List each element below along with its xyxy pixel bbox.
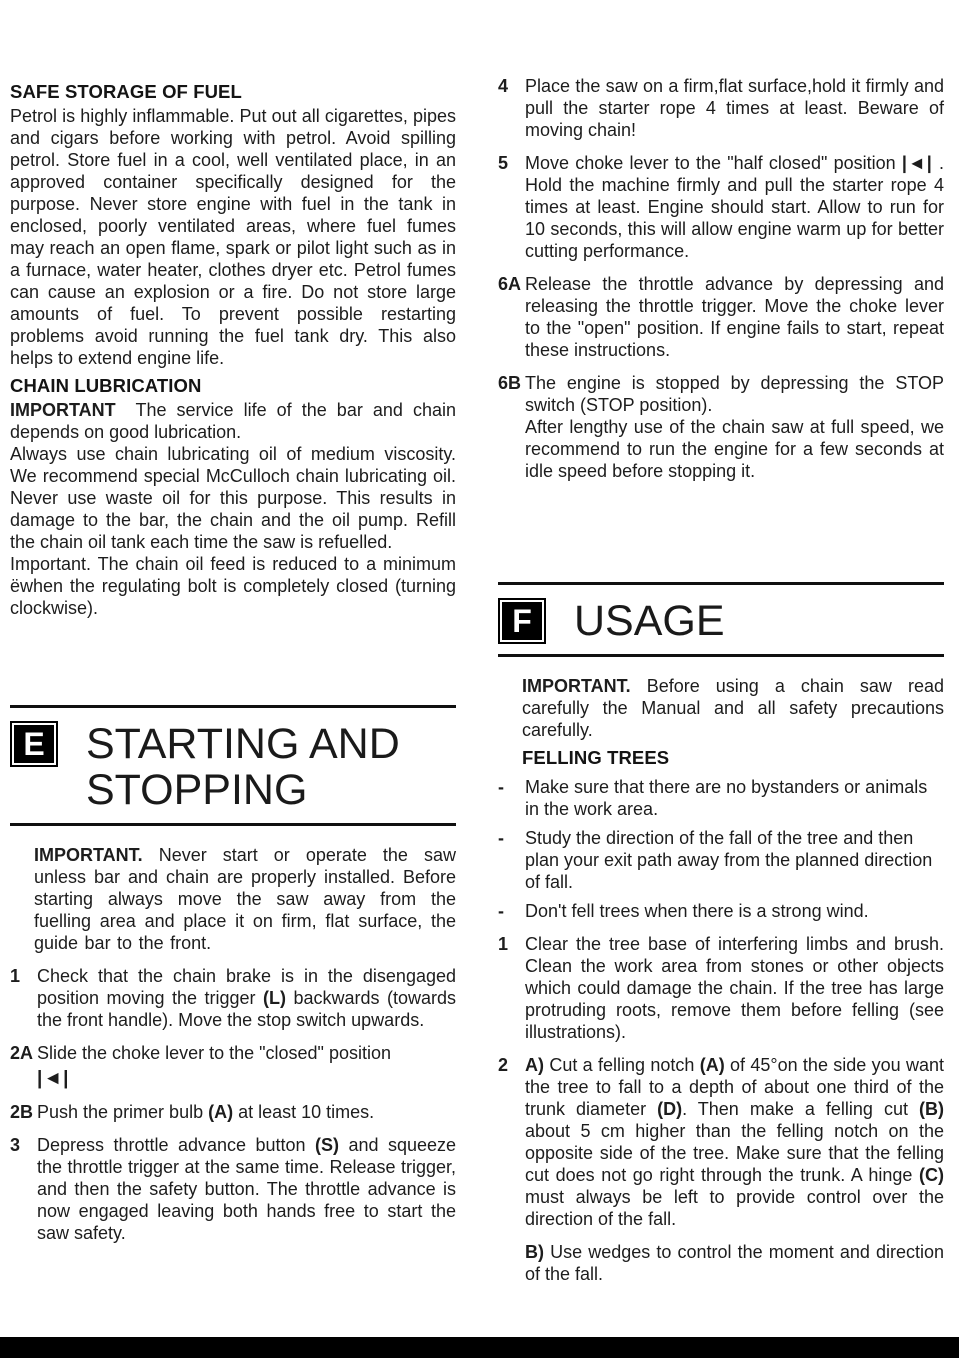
choke-closed-icon: |◄| (37, 1068, 70, 1089)
step-text (37, 1134, 456, 1244)
step-number: 2B (10, 1102, 34, 1122)
step-item-3 (10, 1134, 456, 1244)
text-segment: (B) (919, 1099, 944, 1119)
lubrication-note-paragraph: Important. The chain oil feed is reduced to a minimum ëwhen the regulating bolt is completely closed (turning clockwise). (10, 554, 456, 618)
text-segment: . Then make a felling cut (682, 1099, 919, 1119)
starting-important-paragraph (10, 844, 456, 954)
step-number: 6B (498, 373, 522, 393)
step-item-6a (498, 273, 944, 361)
usage-important-paragraph (498, 675, 944, 741)
text-segment: must always be left to provide control over the direction of the fall. (525, 1187, 944, 1229)
text-segment: IMPORTANT (10, 400, 116, 420)
text-segment: . Hold the machine firmly and pull the starter rope 4 times at least. Engine should start. Allow to run for 10 seconds, this will allow engine warm up for better cutting performance. (525, 153, 944, 261)
step-number: 6A (498, 274, 522, 294)
section-f-title-row (498, 585, 944, 654)
step-item-5 (498, 152, 944, 262)
section-e-title-line2: STOPPING (86, 766, 308, 814)
text-segment: Push the primer bulb (37, 1102, 209, 1122)
horizontal-rule (10, 823, 456, 826)
fuel-storage-heading: SAFE STORAGE OF FUEL (10, 81, 242, 102)
lubrication-paragraph: Always use chain lubricating oil of medium viscosity. We recommend special McCulloch chain lubricating oil. Never use waste oil for this purpose. This results in damage to the bar, the chain and the oil pump. Refill the chain oil tank each time the saw is refuelled. (10, 444, 456, 552)
bullet-body (525, 776, 944, 820)
step-text (525, 152, 944, 262)
step-number: 1 (10, 966, 21, 986)
step-text (525, 1054, 944, 1230)
step-text-continued: After lengthy use of the chain saw at full speed, we recommend to run the engine for a few seconds at idle speed before stopping it. (525, 417, 944, 481)
choke-half-closed-icon: |◄| (901, 153, 933, 173)
text-segment: and squeeze the throttle trigger at the same time. Release trigger, and then the safety button. The throttle advance is now engaged leaving both hands free to start the saw safety. (37, 1135, 457, 1243)
bullet-dash: - (498, 777, 504, 797)
lubrication-important-paragraph (10, 399, 456, 443)
text-segment: of 45°on the side you want the tree to fall to a depth of about one third of the trunk diameter (525, 1055, 944, 1119)
step-body (525, 933, 944, 1043)
step-body (37, 1042, 456, 1090)
text-segment: Before using a chain saw read carefully the Manual and all safety precautions carefully. (522, 676, 944, 740)
felling-bullet-2 (498, 827, 944, 893)
section-e-title-row (10, 708, 456, 823)
section-f-banner (498, 582, 944, 657)
felling-step-2 (498, 1054, 944, 1230)
text-segment: B) (525, 1242, 544, 1262)
text-segment: about 5 cm higher than the felling notch on the opposite side of the tree. Make sure that the felling cut does not go right through the trunk. A hinge (525, 1121, 944, 1185)
text-segment: IMPORTANT. (34, 845, 143, 865)
step-number: 4 (498, 76, 509, 96)
step-number (498, 1241, 525, 1285)
text-segment: A) (525, 1055, 544, 1075)
step-text (37, 1042, 456, 1064)
bullet-dash: - (498, 901, 504, 921)
text-segment: Use wedges to control the moment and direction of the fall. (525, 1242, 944, 1284)
step-number: 3 (10, 1135, 21, 1155)
section-f-title (574, 598, 725, 644)
step-text (525, 75, 944, 141)
text-segment: (A) (208, 1102, 234, 1122)
text-segment: Place the saw on a firm,flat surface,hold it firmly and pull the starter rope 4 times at least. Beware of moving chain! (525, 76, 944, 140)
text-segment: (C) (919, 1165, 944, 1185)
step-number: 5 (498, 153, 509, 173)
text-segment: Move choke lever to the "half closed" position (525, 153, 902, 173)
step-number: 1 (498, 934, 509, 954)
step-text (525, 1241, 944, 1285)
text-segment: (S) (315, 1135, 339, 1155)
bullet-text: Don't fell trees when there is a strong wind. (525, 901, 869, 921)
bullet-body (525, 827, 944, 893)
chain-lubrication-heading: CHAIN LUBRICATION (10, 375, 202, 396)
text-segment: The service life of the bar and chain depends on good lubrication. (10, 400, 456, 442)
text-segment: (L) (263, 988, 286, 1008)
step-item-2b (10, 1101, 456, 1123)
felling-step-1 (498, 933, 944, 1043)
step-body (37, 965, 456, 1031)
step-body (525, 372, 944, 482)
bullet-text: Study the direction of the fall of the tree and then plan your exit path away from the planned direction of fall. (525, 828, 933, 892)
section-e-title-line1: STARTING AND (86, 720, 400, 768)
step-item-6b (498, 372, 944, 482)
fuel-storage-paragraph: Petrol is highly inflammable. Put out all cigarettes, pipes and cigars before working with petrol. Avoid spilling petrol. Store fuel in a cool, well ventilated place, in an approved container specifically designed for the purpose. Never store engine with fuel in the tank in enclosed, poorly ventilated areas, where fuel fumes may reach an open flame, spark or pilot light such as in a furnace, water heater, clothes dryer etc. Petrol fumes can cause an explosion or a fire. Do not store large amounts of fuel. To prevent possible restarting problems avoid running the fuel tank dry. This also helps to extend engine life. (10, 106, 456, 368)
felling-trees-heading: FELLING TREES (522, 747, 670, 768)
text-segment: at least 10 times. (233, 1102, 375, 1122)
section-f-letter-box (498, 598, 546, 644)
step-number: 2A (10, 1043, 34, 1063)
horizontal-rule (498, 654, 944, 657)
step-body (525, 1054, 944, 1230)
text-segment: Slide the choke lever to the "closed" position (37, 1043, 391, 1063)
text-segment: Release the throttle advance by depressing and releasing the throttle trigger. Move the choke lever to the "open" position. If engine fails to start, repeat these instructions. (525, 274, 944, 360)
step-text (37, 1101, 456, 1123)
step-text (525, 273, 944, 361)
section-e-letter: E (23, 725, 45, 762)
text-segment: (A) (699, 1055, 725, 1075)
right-column (498, 75, 944, 1285)
step-text (525, 372, 944, 416)
section-f-letter: F (512, 602, 532, 639)
step-body (525, 1241, 944, 1285)
text-segment: (D) (657, 1099, 683, 1119)
step-text (37, 965, 456, 1031)
felling-bullet-3 (498, 900, 944, 922)
text-segment: Depress throttle advance button (37, 1135, 315, 1155)
step-item-2a (10, 1042, 456, 1090)
section-e-banner (10, 705, 456, 826)
left-column (10, 75, 456, 1285)
scan-edge-bar (0, 1337, 959, 1358)
bullet-text: Make sure that there are no bystanders or animals in the work area. (525, 777, 928, 819)
text-segment: IMPORTANT. (522, 676, 631, 696)
step-body (525, 75, 944, 141)
bullet-body (525, 900, 944, 922)
step-item-4 (498, 75, 944, 141)
section-f-title-text: USAGE (574, 597, 725, 645)
felling-step-2b (498, 1241, 944, 1285)
text-segment: Cut a felling notch (544, 1055, 700, 1075)
step-item-1 (10, 965, 456, 1031)
text-segment: backwards (towards the front handle). Move the stop switch upwards. (37, 988, 456, 1030)
text-segment: Never start or operate the saw unless bar and chain are properly installed. Before starting always move the saw away from the fuelling area and place it on firm, flat surface, the guide bar to the front. (34, 845, 456, 953)
section-e-title (86, 721, 400, 813)
step-body (525, 152, 944, 262)
bullet-dash: - (498, 828, 504, 848)
text-segment: The engine is stopped by depressing the STOP switch (STOP position). (525, 373, 944, 415)
text-segment: Clear the tree base of interfering limbs and brush. Clean the work area from stones or other objects which could damage the chain. If the tree has large protruding roots, remove them before felling (see illustrations). (525, 934, 944, 1042)
step-text (525, 933, 944, 1043)
step-body (525, 273, 944, 361)
section-e-letter-box (10, 721, 58, 767)
text-segment: Check that the chain brake is in the disengaged position moving the trigger (37, 966, 456, 1008)
step-body (37, 1134, 456, 1244)
step-number: 2 (498, 1055, 509, 1075)
step-body (37, 1101, 456, 1123)
felling-bullet-1 (498, 776, 944, 820)
